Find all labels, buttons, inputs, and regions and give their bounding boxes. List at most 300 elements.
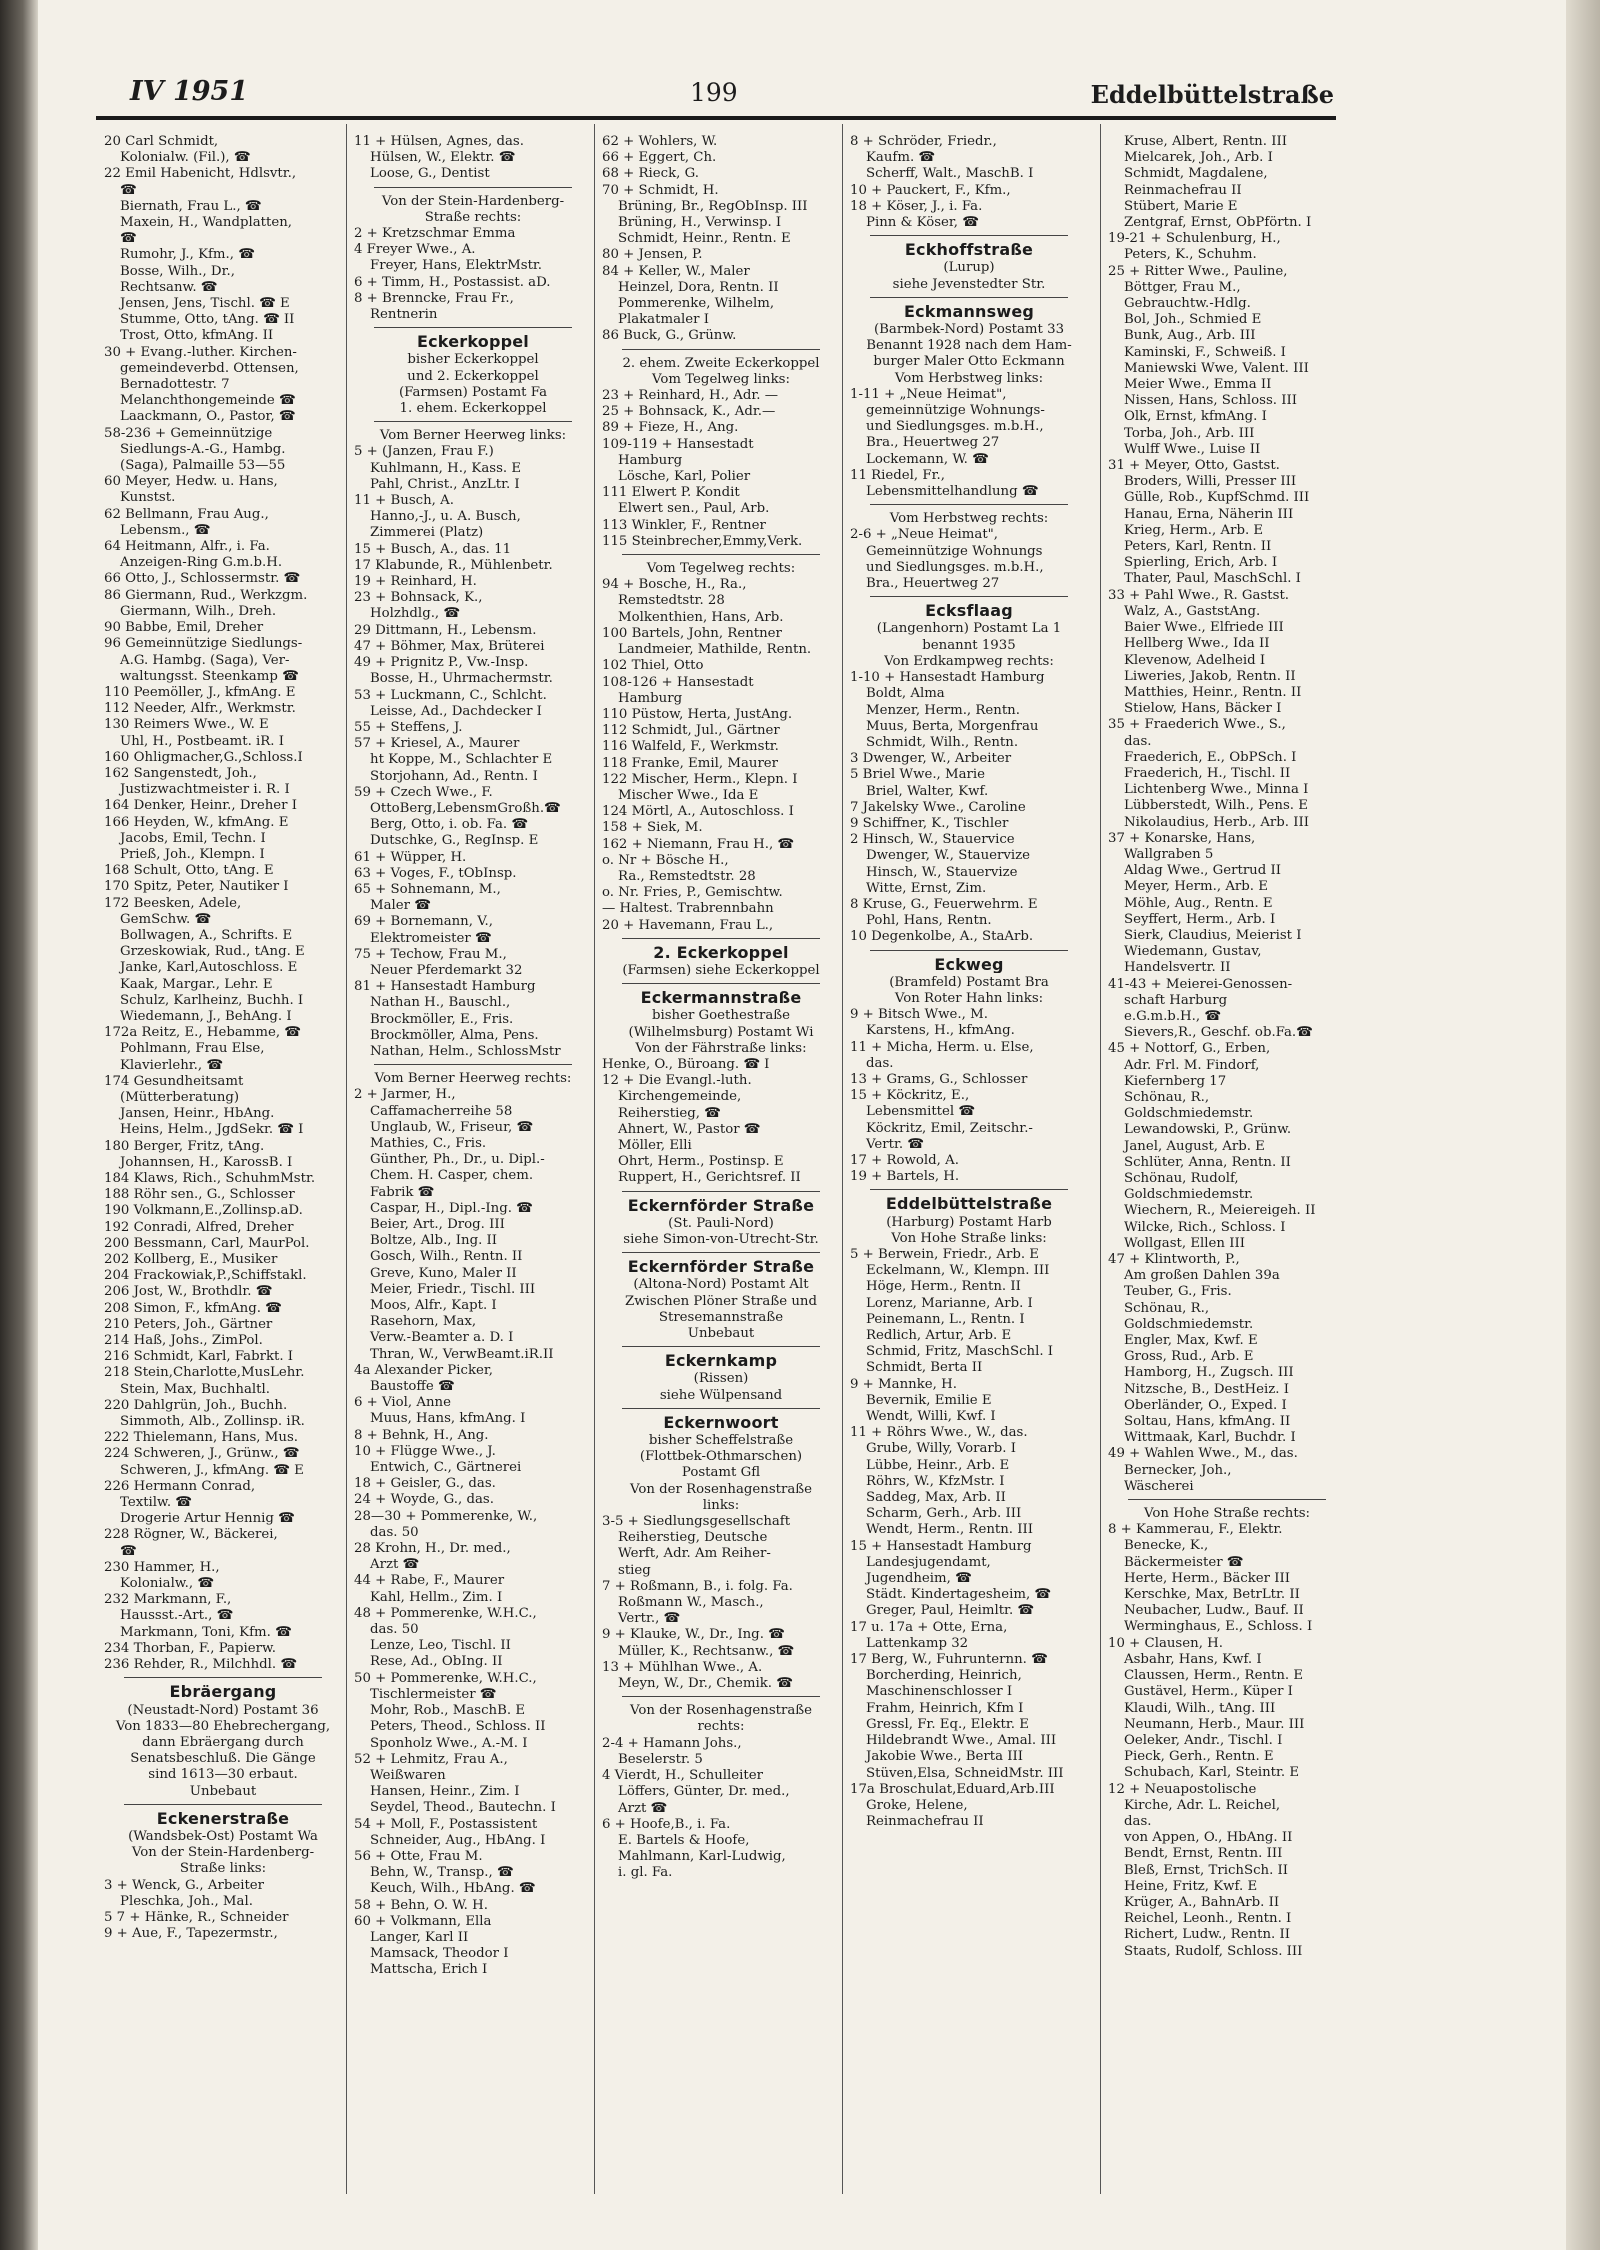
- address-entry: 13 + Grams, G., Schlosser: [850, 1071, 1028, 1087]
- address-entry: 8 + Brenncke, Frau Fr.,: [354, 290, 514, 306]
- address-entry: 35 + Fraederich Wwe., S.,: [1108, 717, 1286, 733]
- address-entry: 7 Jakelsky Wwe., Caroline: [850, 799, 1026, 815]
- address-entry: 62 + Wohlers, W.: [602, 134, 718, 149]
- resident-entry: das.: [866, 1055, 894, 1071]
- address-entry: 61 + Wüpper, H.: [354, 849, 467, 865]
- resident-entry: Kaak, Margar., Lehr. E: [120, 976, 273, 992]
- address-entry: 94 + Bosche, H., Ra.,: [602, 577, 747, 593]
- resident-entry: Baustoffe ☎: [370, 1379, 455, 1395]
- street-note: Straße rechts:: [424, 209, 522, 225]
- address-entry: 22 Emil Habenicht, Hdlsvtr.,: [104, 166, 297, 182]
- resident-entry: Nathan, Helm., SchlossMstr: [370, 1043, 561, 1059]
- resident-entry: Thran, W., VerwBeamt.iR.II: [370, 1346, 554, 1362]
- street-heading: Eckweg: [934, 956, 1004, 973]
- address-entry: 11 + Röhrs Wwe., W., das.: [850, 1425, 1028, 1441]
- street-note: Postamt Gfl: [681, 1465, 761, 1481]
- resident-entry: Soltau, Hans, kfmAng. II: [1124, 1414, 1291, 1430]
- address-entry: 10 Degenkolbe, A., StaArb.: [850, 929, 1034, 945]
- street-note: Von der Stein-Hardenberg-: [381, 193, 565, 209]
- resident-entry: Hildebrandt Wwe., Amal. III: [866, 1733, 1057, 1749]
- street-note: siehe Jevenstedter Str.: [892, 276, 1046, 292]
- street-heading: 2. Eckerkoppel: [653, 944, 789, 961]
- resident-entry: Maschinenschlosser I: [866, 1684, 1013, 1700]
- address-entry: 44 + Rabe, F., Maurer: [354, 1573, 505, 1589]
- address-entry: 86 Buck, G., Grünw.: [602, 328, 737, 344]
- resident-entry: Nitzsche, B., DestHeiz. I: [1124, 1381, 1289, 1397]
- address-entry: 17 Berg, W., Fuhrunternn. ☎: [850, 1652, 1048, 1668]
- resident-entry: Baier Wwe., Elfriede III: [1124, 620, 1284, 636]
- resident-entry: Reinmachefrau II: [866, 1814, 984, 1830]
- address-entry: Henke, O., Büroang. ☎ I: [602, 1056, 770, 1072]
- resident-entry: Heine, Fritz, Kwf. E: [1124, 1878, 1258, 1894]
- address-entry: 11 + Micha, Herm. u. Else,: [850, 1039, 1034, 1055]
- street-note: (Altona-Nord) Postamt Alt: [633, 1277, 809, 1293]
- resident-entry: Gosch, Wilh., Rentn. II: [370, 1249, 523, 1265]
- directory-page: [96, 64, 1336, 2214]
- address-entry: 64 Heitmann, Alfr., i. Fa.: [104, 539, 270, 555]
- section-rule: [870, 235, 1068, 236]
- resident-entry: Werft, Adr. Am Reiher-: [618, 1546, 771, 1562]
- section-rule: [870, 596, 1068, 597]
- street-heading: Eddelbüttelstraße: [885, 1196, 1053, 1213]
- resident-entry: Wiechern, R., Meiereigeh. II: [1124, 1203, 1316, 1219]
- address-entry: 19-21 + Schulenburg, H.,: [1108, 231, 1281, 247]
- section-rule: [374, 187, 572, 188]
- resident-entry: Hansen, Heinr., Zim. I: [370, 1784, 520, 1800]
- resident-entry: Lebensmittelhandlung ☎: [866, 484, 1039, 500]
- address-entry: 184 Klaws, Rich., SchuhmMstr.: [104, 1171, 316, 1186]
- resident-entry: Janke, Karl,Autoschloss. E: [120, 960, 298, 976]
- address-entry: 9 + Aue, F., Tapezermstr.,: [104, 1926, 278, 1942]
- resident-entry: Borcherding, Heinrich,: [866, 1668, 1022, 1684]
- resident-entry: Bernecker, Joh.,: [1124, 1462, 1232, 1478]
- address-entry: 29 Dittmann, H., Lebensm.: [354, 622, 537, 638]
- address-entry: 202 Kollberg, E., Musiker: [104, 1252, 278, 1268]
- resident-entry: Goldschmiedemstr.: [1124, 1316, 1254, 1332]
- resident-entry: Meyer, Herm., Arb. E: [1124, 879, 1268, 895]
- resident-entry: Entwich, C., Gärtnerei: [370, 1460, 522, 1476]
- resident-entry: Kolonialw., ☎: [120, 1576, 214, 1592]
- street-note: Zwischen Plöner Straße und: [625, 1293, 817, 1309]
- street-note: (Farmsen) Postamt Fa: [398, 384, 547, 400]
- column-divider: [346, 124, 347, 2194]
- resident-entry: Beselerstr. 5: [618, 1751, 703, 1767]
- scan-right-edge: [1566, 0, 1600, 2250]
- address-entry: 59 + Czech Wwe., F.: [354, 784, 493, 800]
- address-entry: 28 Krohn, H., Dr. med.,: [354, 1541, 511, 1557]
- resident-entry: (Mütterberatung): [120, 1089, 240, 1105]
- resident-entry: Trost, Otto, kfmAng. II: [120, 328, 274, 344]
- street-note: bisher Scheffelstraße: [648, 1433, 794, 1449]
- resident-entry: Bol, Joh., Schmied E: [1124, 312, 1262, 328]
- resident-entry: Wendt, Herm., Rentn. III: [866, 1522, 1033, 1538]
- address-entry: 2-4 + Hamann Johs.,: [602, 1735, 742, 1751]
- street-note: (Langenhorn) Postamt La 1: [876, 621, 1062, 637]
- resident-entry: Dutschke, G., RegInsp. E: [370, 833, 539, 849]
- resident-entry: Caspar, H., Dipl.-Ing. ☎: [370, 1200, 533, 1216]
- resident-entry: OttoBerg,LebensmGroßh.☎: [370, 800, 561, 816]
- resident-entry: Dwenger, W., Stauervize: [866, 848, 1031, 864]
- street-note: Straße links:: [179, 1861, 267, 1877]
- resident-entry: Pinn & Köser, ☎: [866, 215, 979, 231]
- address-entry: 47 + Klintworth, P.,: [1108, 1252, 1240, 1268]
- resident-entry: Zimmerei (Platz): [370, 525, 484, 541]
- address-entry: 124 Mörtl, A., Autoschloss. I: [602, 804, 794, 820]
- address-entry: 41-43 + Meierei-Genossen-: [1108, 976, 1293, 992]
- address-entry: 20 Carl Schmidt,: [104, 134, 219, 149]
- street-note: Von der Fährstraße links:: [635, 1040, 807, 1056]
- street-heading: Eckerkoppel: [416, 334, 529, 351]
- resident-entry: Schmidt, Magdalene,: [1124, 166, 1268, 182]
- resident-entry: Gressl, Fr. Eq., Elektr. E: [866, 1716, 1029, 1732]
- resident-entry: Kolonialw. (Fil.), ☎: [120, 150, 251, 166]
- address-entry: 19 + Bartels, H.: [850, 1169, 960, 1185]
- resident-entry: Oberländer, O., Exped. I: [1124, 1397, 1287, 1413]
- resident-entry: Elwert sen., Paul, Arb.: [618, 501, 770, 517]
- address-entry: 10 + Pauckert, F., Kfm.,: [850, 182, 1011, 198]
- resident-entry: und Siedlungsges. m.b.H.,: [866, 559, 1044, 575]
- resident-entry: Broders, Willi, Presser III: [1124, 474, 1297, 490]
- resident-entry: das. 50: [370, 1622, 419, 1638]
- resident-entry: Schmidt, Heinr., Rentn. E: [618, 231, 791, 247]
- resident-entry: Brockmöller, Alma, Pens.: [370, 1027, 539, 1043]
- address-entry: 172a Reitz, E., Hebamme, ☎: [104, 1025, 301, 1041]
- resident-entry: Gustävel, Herm., Küper I: [1124, 1684, 1293, 1700]
- address-entry: 8 + Behnk, H., Ang.: [354, 1427, 489, 1443]
- resident-entry: Mattscha, Erich I: [370, 1962, 488, 1978]
- resident-entry: Briel, Walter, Kwf.: [866, 783, 989, 799]
- resident-entry: Simmoth, Alb., Zollinsp. iR.: [120, 1414, 305, 1430]
- resident-entry: (Saga), Palmaille 53—55: [120, 458, 286, 474]
- resident-entry: Arzt ☎: [370, 1557, 420, 1573]
- resident-entry: Markmann, Toni, Kfm. ☎: [120, 1624, 292, 1640]
- section-rule: [870, 950, 1068, 951]
- address-entry: 18 + Geisler, G., das.: [354, 1476, 496, 1492]
- address-entry: 86 Giermann, Rud., Werkzgm.: [104, 587, 308, 603]
- address-entry: 218 Stein,Charlotte,MusLehr.: [104, 1365, 305, 1381]
- resident-entry: Anzeigen-Ring G.m.b.H.: [120, 555, 283, 571]
- street-heading: Eckernförder Straße: [627, 1197, 815, 1214]
- resident-entry: Neumann, Herb., Maur. III: [1124, 1716, 1305, 1732]
- resident-entry: Nathan H., Bauschl.,: [370, 995, 511, 1011]
- address-entry: 3 + Wenck, G., Arbeiter: [104, 1877, 265, 1893]
- directory-column-4: [850, 134, 1088, 1830]
- address-entry: 108-126 + Hansestadt: [602, 674, 754, 690]
- resident-entry: Fraederich, H., Tischl. II: [1124, 765, 1291, 781]
- address-entry: 81 + Hansestadt Hamburg: [354, 979, 536, 995]
- address-entry: 25 + Ritter Wwe., Pauline,: [1108, 263, 1288, 279]
- resident-entry: Weißwaren: [370, 1767, 446, 1783]
- address-entry: 18 + Köser, J., i. Fa.: [850, 198, 983, 214]
- resident-entry: Bollwagen, A., Schrifts. E: [120, 927, 293, 943]
- address-entry: 204 Frackowiak,P.,Schiffstakl.: [104, 1268, 307, 1284]
- resident-entry: Drogerie Artur Hennig ☎: [120, 1511, 295, 1527]
- resident-entry: Brockmöller, E., Fris.: [370, 1011, 514, 1027]
- address-entry: 53 + Luckmann, C., Schlcht.: [354, 687, 547, 703]
- resident-entry: Saddeg, Max, Arb. II: [866, 1490, 1006, 1506]
- resident-entry: Reiherstieg, Deutsche: [618, 1530, 768, 1546]
- address-entry: 3-5 + Siedlungsgesellschaft: [602, 1514, 791, 1530]
- resident-entry: Textilw. ☎: [120, 1495, 192, 1511]
- section-rule: [1128, 1499, 1326, 1500]
- resident-entry: Gebrauchtw.-Hdlg.: [1124, 296, 1251, 312]
- section-rule: [124, 1677, 322, 1678]
- section-rule: [870, 504, 1068, 505]
- address-entry: 130 Reimers Wwe., W. E: [104, 717, 269, 733]
- street-heading: Eckhoffstraße: [904, 242, 1034, 259]
- resident-entry: Hanau, Erna, Näherin III: [1124, 506, 1294, 522]
- resident-entry: Nikolaudius, Herb., Arb. III: [1124, 814, 1309, 830]
- street-note: (Bramfeld) Postamt Bra: [889, 974, 1049, 990]
- resident-entry: Bra., Heuertweg 27: [866, 435, 1000, 451]
- resident-entry: Scharm, Gerh., Arb. III: [866, 1506, 1022, 1522]
- street-note: (Harburg) Postamt Harb: [886, 1214, 1052, 1230]
- resident-entry: Muus, Berta, Morgenfrau: [866, 718, 1039, 734]
- resident-entry: Neubacher, Ludw., Bauf. II: [1124, 1603, 1304, 1619]
- resident-entry: Goldschmiedemstr.: [1124, 1106, 1254, 1122]
- section-rule: [622, 983, 820, 984]
- address-entry: 234 Thorban, F., Papierw.: [104, 1640, 276, 1656]
- resident-entry: Boldt, Alma: [866, 686, 945, 702]
- resident-entry: Haussst.-Art., ☎: [120, 1608, 234, 1624]
- address-entry: 158 + Siek, M.: [602, 820, 703, 836]
- resident-entry: Muus, Hans, kfmAng. I: [370, 1411, 526, 1427]
- address-entry: 116 Walfeld, F., Werkmstr.: [602, 739, 779, 755]
- resident-entry: Köckritz, Emil, Zeitschr.-: [866, 1120, 1033, 1136]
- resident-entry: Sponholz Wwe., A.-M. I: [370, 1735, 528, 1751]
- address-entry: 9 Schiffner, K., Tischler: [850, 815, 1009, 831]
- resident-entry: GemSchw. ☎: [120, 911, 212, 927]
- resident-entry: Lichtenberg Wwe., Minna I: [1124, 782, 1309, 798]
- resident-entry: Wittmaak, Karl, Buchdr. I: [1124, 1430, 1296, 1446]
- resident-entry: Wilcke, Rich., Schloss. I: [1124, 1219, 1286, 1235]
- resident-entry: Vertr., ☎: [618, 1611, 681, 1627]
- resident-entry: Bernadottestr. 7: [120, 377, 230, 393]
- section-rule: [124, 1804, 322, 1805]
- address-entry: 68 + Rieck, G.: [602, 166, 699, 182]
- address-entry: 170 Spitz, Peter, Nautiker I: [104, 879, 289, 895]
- address-entry: 52 + Lehmitz, Frau A.,: [354, 1751, 508, 1767]
- resident-entry: Pahl, Christ., AnzLtr. I: [370, 476, 520, 492]
- resident-entry: Kirche, Adr. L. Reichel,: [1124, 1797, 1281, 1813]
- resident-entry: Biernath, Frau L., ☎: [120, 198, 262, 214]
- resident-entry: Behn, W., Transp., ☎: [370, 1865, 514, 1881]
- directory-column-3: [602, 134, 840, 1882]
- resident-entry: Kuhlmann, H., Kass. E: [370, 460, 522, 476]
- resident-entry: Lewandowski, P., Grünw.: [1124, 1122, 1292, 1138]
- resident-entry: Zentgraf, Ernst, ObPförtn. I: [1124, 215, 1312, 231]
- address-entry: 214 Haß, Johs., ZimPol.: [104, 1333, 263, 1349]
- resident-entry: Möller, Elli: [618, 1137, 692, 1153]
- resident-entry: Reichel, Leonh., Rentn. I: [1124, 1911, 1292, 1927]
- resident-entry: Eckelmann, W., Klempn. III: [866, 1263, 1050, 1279]
- page-header: [96, 76, 1336, 116]
- address-entry: 57 + Kriesel, A., Maurer: [354, 736, 520, 752]
- resident-entry: Meyn, W., Dr., Chemik. ☎: [618, 1676, 793, 1692]
- resident-entry: Bäckermeister ☎: [1124, 1554, 1244, 1570]
- address-entry: 188 Röhr sen., G., Schlosser: [104, 1187, 295, 1203]
- section-rule: [374, 1064, 572, 1065]
- address-entry: 113 Winkler, F., Rentner: [602, 517, 766, 533]
- resident-entry: Schulz, Karlheinz, Buchh. I: [120, 992, 304, 1008]
- address-entry: 4 Vierdt, H., Schulleiter: [602, 1768, 763, 1784]
- resident-entry: Schönau, Rudolf,: [1124, 1171, 1239, 1186]
- resident-entry: ☎: [120, 231, 137, 247]
- street-note: Vom Herbstweg links:: [894, 370, 1044, 386]
- resident-entry: Kunstst.: [120, 490, 176, 506]
- address-entry: — Haltest. Trabrennbahn: [602, 901, 774, 917]
- resident-entry: Adr. Frl. M. Findorf,: [1124, 1057, 1260, 1073]
- resident-entry: Lockemann, W. ☎: [866, 451, 989, 467]
- resident-entry: Berg, Otto, i. ob. Fa. ☎: [370, 817, 528, 833]
- address-entry: 24 + Woyde, G., das.: [354, 1492, 494, 1508]
- resident-entry: Lebensm., ☎: [120, 522, 211, 538]
- resident-entry: Stumme, Otto, tAng. ☎ II: [120, 312, 295, 328]
- street-note: (Rissen): [693, 1371, 749, 1387]
- address-entry: 4a Alexander Picker,: [354, 1362, 493, 1378]
- address-entry: 2-6 + „Neue Heimat",: [850, 527, 998, 543]
- street-note: Von der Rosenhagenstraße: [629, 1703, 813, 1719]
- resident-entry: Stübert, Marie E: [1124, 198, 1238, 214]
- resident-entry: Stüven,Elsa, SchneidMstr. III: [866, 1765, 1064, 1781]
- resident-entry: Herte, Herm., Bäcker III: [1124, 1570, 1291, 1586]
- address-entry: 50 + Pommerenke, W.H.C.,: [354, 1670, 537, 1686]
- resident-entry: Sierk, Claudius, Meierist I: [1124, 927, 1302, 943]
- address-entry: 102 Thiel, Otto: [602, 658, 704, 674]
- address-entry: 55 + Steffens, J.: [354, 719, 463, 735]
- address-entry: 7 + Roßmann, B., i. folg. Fa.: [602, 1578, 793, 1594]
- address-entry: 33 + Pahl Wwe., R. Gastst.: [1108, 587, 1290, 603]
- address-entry: 162 + Niemann, Frau H., ☎: [602, 836, 794, 852]
- resident-entry: Giermann, Wilh., Dreh.: [120, 603, 277, 619]
- resident-entry: Höge, Herm., Rentn. II: [866, 1279, 1021, 1295]
- address-entry: 66 + Eggert, Ch.: [602, 150, 717, 166]
- resident-entry: Peinemann, L., Rentn. I: [866, 1311, 1025, 1327]
- address-entry: 236 Rehder, R., Milchhdl. ☎: [104, 1657, 297, 1673]
- page-number: 199: [690, 78, 738, 107]
- address-entry: 115 Steinbrecher,Emmy,Verk.: [602, 533, 803, 549]
- resident-entry: Kaminski, F., Schweiß. I: [1124, 344, 1286, 360]
- resident-entry: von Appen, O., HbAng. II: [1124, 1830, 1293, 1846]
- resident-entry: Richert, Ludw., Rentn. II: [1124, 1927, 1290, 1943]
- resident-entry: A.G. Hambg. (Saga), Ver-: [120, 652, 290, 668]
- street-note: siehe Wülpensand: [659, 1387, 783, 1403]
- resident-entry: Lübberstedt, Wilh., Pens. E: [1124, 798, 1308, 814]
- resident-entry: Krieg, Herm., Arb. E: [1124, 522, 1264, 538]
- resident-entry: Spierling, Erich, Arb. I: [1124, 555, 1278, 571]
- resident-entry: stieg: [618, 1562, 651, 1578]
- address-entry: 80 + Jensen, P.: [602, 247, 703, 263]
- resident-entry: Frahm, Heinrich, Kfm I: [866, 1700, 1024, 1716]
- street-note: 2. ehem. Zweite Eckerkoppel: [622, 355, 820, 371]
- resident-entry: Staats, Rudolf, Schloss. III: [1124, 1943, 1303, 1959]
- section-rule: [622, 1408, 820, 1409]
- resident-entry: Scherff, Walt., MaschB. I: [866, 166, 1034, 182]
- resident-entry: ☎: [120, 182, 137, 198]
- resident-entry: Wulff Wwe., Luise II: [1124, 441, 1261, 457]
- resident-entry: Nissen, Hans, Schloss. III: [1124, 393, 1298, 409]
- address-entry: 164 Denker, Heinr., Dreher I: [104, 798, 297, 814]
- street-heading: Ecksflaag: [925, 603, 1013, 620]
- column-divider: [594, 124, 595, 2194]
- address-entry: 58-236 + Gemeinnützige: [104, 425, 273, 441]
- resident-entry: Prieß, Joh., Klempn. I: [120, 846, 265, 862]
- resident-entry: das. 50: [370, 1524, 419, 1540]
- address-entry: 28—30 + Pommerenke, W.,: [354, 1508, 538, 1524]
- address-entry: 166 Heyden, W., kfmAng. E: [104, 814, 289, 830]
- address-entry: 192 Conradi, Alfred, Dreher: [104, 1219, 294, 1235]
- resident-entry: Gemeinnützige Wohnungs: [866, 543, 1043, 559]
- address-entry: 30 + Evang.-luther. Kirchen-: [104, 344, 297, 360]
- address-entry: 31 + Meyer, Otto, Gastst.: [1108, 458, 1280, 474]
- address-entry: o. Nr. Fries, P., Gemischtw.: [602, 885, 783, 901]
- street-note: (Flottbek-Othmarschen): [639, 1449, 803, 1465]
- street-note: (Neustadt-Nord) Postamt 36: [127, 1702, 319, 1718]
- resident-entry: Boltze, Alb., Ing. II: [370, 1233, 498, 1249]
- address-entry: 2 + Kretzschmar Emma: [354, 226, 516, 242]
- resident-entry: Wiedemann, J., BehAng. I: [120, 1008, 292, 1024]
- section-rule: [870, 297, 1068, 298]
- street-note: benannt 1935: [922, 637, 1016, 653]
- resident-entry: Benecke, K.,: [1124, 1538, 1209, 1554]
- resident-entry: Wallgraben 5: [1124, 846, 1214, 862]
- address-entry: 54 + Moll, F., Postassistent: [354, 1816, 538, 1832]
- resident-entry: Lebensmittel ☎: [866, 1104, 975, 1120]
- resident-entry: Grube, Willy, Vorarb. I: [866, 1441, 1017, 1457]
- street-note: Unbebaut: [687, 1326, 755, 1342]
- street-heading: Eckernwoort: [663, 1414, 779, 1432]
- address-entry: 162 Sangenstedt, Joh.,: [104, 765, 257, 781]
- address-entry: 6 + Timm, H., Postassist. aD.: [354, 274, 551, 290]
- address-entry: 62 Bellmann, Frau Aug.,: [104, 506, 269, 522]
- resident-entry: Landesjugendamt,: [866, 1554, 991, 1570]
- resident-entry: Städt. Kindertagesheim, ☎: [866, 1587, 1051, 1603]
- resident-entry: Landmeier, Mathilde, Rentn.: [618, 642, 812, 658]
- header-rule: [96, 116, 1336, 120]
- address-entry: 11 Riedel, Fr.,: [850, 467, 945, 483]
- address-entry: 75 + Techow, Frau M.,: [354, 946, 507, 962]
- address-entry: 17 Klabunde, R., Mühlenbetr.: [354, 557, 553, 573]
- address-entry: 206 Jost, W., Brothdlr. ☎: [104, 1284, 273, 1300]
- resident-entry: Rechtsanw. ☎: [120, 279, 218, 295]
- resident-entry: Laackmann, O., Pastor, ☎: [120, 409, 296, 425]
- section-rule: [622, 938, 820, 939]
- address-entry: 15 + Busch, A., das. 11: [354, 541, 512, 557]
- resident-entry: Heinzel, Dora, Rentn. II: [618, 279, 779, 295]
- street-note: Von der Stein-Hardenberg-: [131, 1845, 315, 1861]
- resident-entry: Kruse, Albert, Rentn. III: [1124, 134, 1287, 149]
- address-entry: 174 Gesundheitsamt: [104, 1073, 244, 1089]
- resident-entry: Moos, Alfr., Kapt. I: [370, 1298, 497, 1314]
- address-entry: 110 Püstow, Herta, JustAng.: [602, 706, 793, 722]
- address-entry: 12 + Neuapostolische: [1108, 1781, 1257, 1797]
- address-entry: 49 + Prignitz P., Vw.-Insp.: [354, 655, 529, 671]
- address-entry: 11 + Busch, A.: [354, 493, 454, 509]
- resident-entry: Johannsen, H., KarossB. I: [120, 1154, 293, 1170]
- resident-entry: Bleß, Ernst, TrichSch. II: [1124, 1862, 1289, 1878]
- section-rule: [622, 1191, 820, 1192]
- resident-entry: Kirchengemeinde,: [618, 1089, 742, 1105]
- resident-entry: Löffers, Günter, Dr. med.,: [618, 1784, 790, 1800]
- resident-entry: Kerschke, Max, BetrLtr. II: [1124, 1587, 1300, 1603]
- address-entry: 63 + Voges, F., tObInsp.: [354, 865, 517, 881]
- street-note: Von Roter Hahn links:: [894, 990, 1044, 1006]
- resident-entry: Leisse, Ad., Dachdecker I: [370, 703, 542, 719]
- resident-entry: Melanchthongemeinde ☎: [120, 393, 296, 409]
- resident-entry: Bosse, H., Uhrmachermstr.: [370, 671, 553, 687]
- resident-entry: Lübbe, Heinr., Arb. E: [866, 1457, 1010, 1473]
- resident-entry: Hamburg: [618, 452, 683, 468]
